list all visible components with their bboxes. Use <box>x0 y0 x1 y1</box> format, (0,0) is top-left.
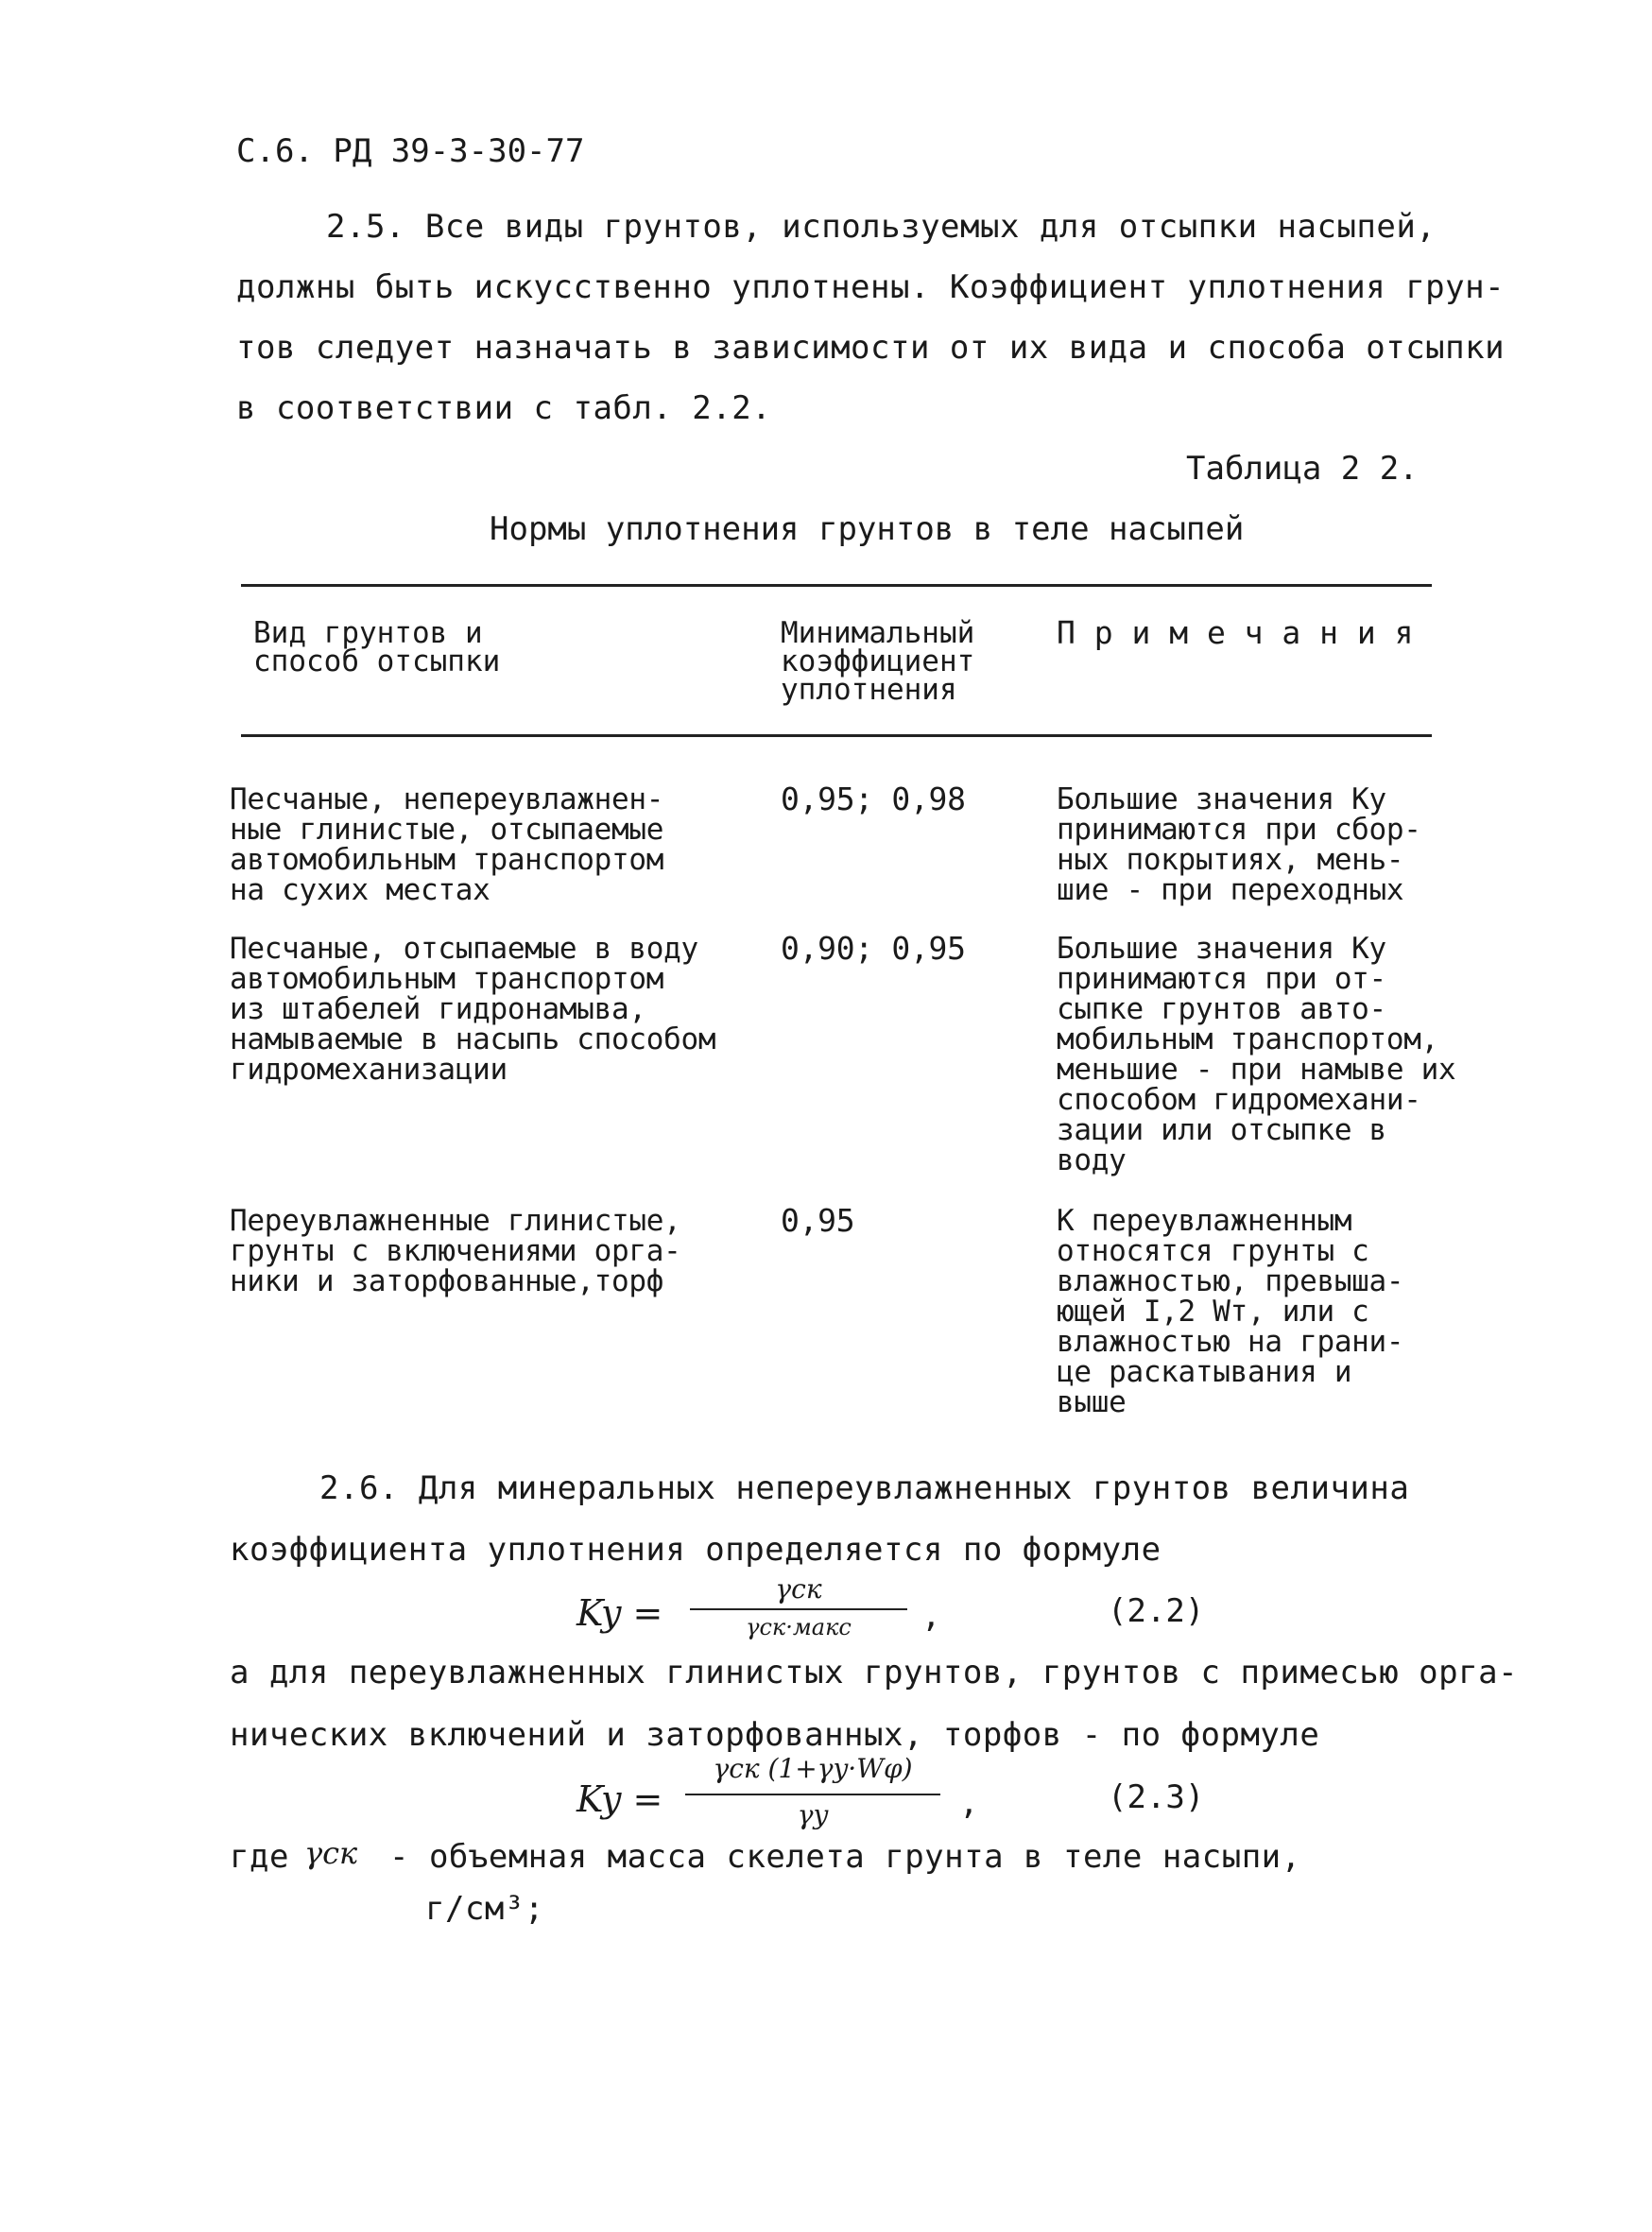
para-2-6-line-2: коэффициента уплотнения определяется по формуле <box>230 1531 1162 1569</box>
row-1-type-line: на сухих местах <box>230 873 490 907</box>
row-2-note-line: сыпке грунтов авто- <box>1057 992 1386 1026</box>
table-row-1-coef: 0,95; 0,98 <box>781 781 966 817</box>
table-header-type <box>253 616 501 678</box>
where-text: - объемная масса скелета грунта в теле насыпи, <box>389 1838 1301 1876</box>
row-3-note-line: влажностью, превыша- <box>1057 1264 1404 1298</box>
table-header-type-line-1: Вид грунтов и <box>253 616 483 650</box>
para-2-5-line-4: в соответствии с табл. 2.2. <box>236 389 772 427</box>
formula-2-3-numerator: γск (1+γy·Wφ) <box>713 1753 913 1784</box>
row-2-note-line: меньшие - при намыве их <box>1057 1053 1456 1087</box>
formula-2-3-number: (2.3) <box>1108 1778 1205 1816</box>
table-row-2-note <box>1057 934 1455 1176</box>
table-title: Нормы уплотнения грунтов в теле насыпей <box>490 510 1245 548</box>
row-3-note-line: выше <box>1057 1385 1127 1419</box>
row-3-note-line: влажностью на грани- <box>1057 1325 1404 1359</box>
table-header-rule <box>241 734 1432 737</box>
formula-2-2-lhs: Ky = <box>576 1592 663 1634</box>
table-row-2-type <box>230 934 715 1085</box>
row-2-type-line: Песчаные, отсыпаемые в воду <box>230 932 698 966</box>
table-header-coef <box>781 616 975 707</box>
table-number: Таблица 2 2. <box>1186 450 1419 488</box>
where-prefix: где <box>230 1838 289 1876</box>
formula-2-3-comma: , <box>959 1784 979 1822</box>
row-3-note-line: относятся грунты с <box>1057 1234 1369 1268</box>
table-row-3-coef: 0,95 <box>781 1202 855 1239</box>
table-row-3-type <box>230 1206 680 1296</box>
row-2-note-line: принимаются при от- <box>1057 962 1386 996</box>
row-2-type-line: из штабелей гидронамыва, <box>230 992 646 1026</box>
table-header-coef-line-2: коэффициент <box>781 644 975 678</box>
formula-2-2-number: (2.2) <box>1108 1592 1205 1630</box>
page-header: С.6. РД 39-3-30-77 <box>236 132 585 170</box>
table-header-type-line-2: способ отсыпки <box>253 644 501 678</box>
row-2-note-line: зации или отсыпке в <box>1057 1113 1386 1147</box>
row-1-note-line: шие - при переходных <box>1057 873 1404 907</box>
formula-2-3-denominator: γy <box>797 1799 829 1830</box>
where-symbol: γск <box>304 1835 358 1871</box>
table-header-coef-line-1: Минимальный <box>781 616 975 650</box>
row-1-note-line: Большие значения Ку <box>1057 782 1386 816</box>
formula-2-2-comma: , <box>921 1597 941 1635</box>
row-1-note-line: принимаются при сбор- <box>1057 813 1421 847</box>
table-header-notes: П р и м е ч а н и я <box>1057 614 1414 651</box>
row-3-note-line: це раскатывания и <box>1057 1355 1352 1389</box>
table-row-2-coef: 0,90; 0,95 <box>781 930 966 967</box>
row-3-type-line: Переувлажненные глинистые, <box>230 1204 681 1238</box>
row-1-type-line: ные глинистые, отсыпаемые <box>230 813 664 847</box>
row-2-type-line: автомобильным транспортом <box>230 962 664 996</box>
para-2-5-line-2: должны быть искусственно уплотнены. Коэффициент уплотнения грун- <box>236 268 1506 306</box>
row-3-type-line: ники и заторфованные,торф <box>230 1264 664 1298</box>
row-1-type-line: автомобильным транспортом <box>230 843 664 877</box>
para-2-6-line-1: 2.6. Для минеральных непереувлажненных грунтов величина <box>319 1469 1410 1507</box>
row-3-note-line: К переувлажненным <box>1057 1204 1352 1238</box>
table-top-rule <box>241 584 1432 587</box>
formula-2-2-bar <box>690 1608 907 1610</box>
row-2-note-line: мобильным транспортом, <box>1057 1022 1438 1056</box>
row-2-note-line: Большие значения Ку <box>1057 932 1386 966</box>
formula-2-2-numerator: γск <box>775 1573 822 1605</box>
where-unit: г/см³; <box>425 1890 544 1928</box>
row-3-note-line: ющей I,2 Wт, или с <box>1057 1295 1369 1329</box>
para-2-5-line-3: тов следует назначать в зависимости от их вида и способа отсыпки <box>236 329 1506 367</box>
row-1-note-line: ных покрытиях, мень- <box>1057 843 1404 877</box>
row-2-note-line: воду <box>1057 1143 1127 1177</box>
formula-2-3-lhs: Ky = <box>576 1778 663 1820</box>
row-3-type-line: грунты с включениями орга- <box>230 1234 681 1268</box>
para-2-6b-line-1: а для переувлажненных глинистых грунтов, грунтов с примесью орга- <box>230 1654 1519 1691</box>
row-1-type-line: Песчаные, непереувлажнен- <box>230 782 664 816</box>
table-header-coef-line-3: уплотнения <box>781 673 957 707</box>
para-2-5-line-1: 2.5. Все виды грунтов, используемых для отсыпки насыпей, <box>326 208 1437 246</box>
row-2-type-line: гидромеханизации <box>230 1053 508 1087</box>
table-row-1-type <box>230 784 663 905</box>
para-2-6b-line-2: нических включений и заторфованных, торфов - по формуле <box>230 1716 1320 1754</box>
formula-2-3-bar <box>685 1794 940 1795</box>
table-row-1-note <box>1057 784 1421 905</box>
row-2-note-line: способом гидромехани- <box>1057 1083 1421 1117</box>
row-2-type-line: намываемые в насыпь способом <box>230 1022 716 1056</box>
formula-2-2-denominator: γск·макс <box>746 1614 852 1640</box>
table-row-3-note <box>1057 1206 1403 1417</box>
